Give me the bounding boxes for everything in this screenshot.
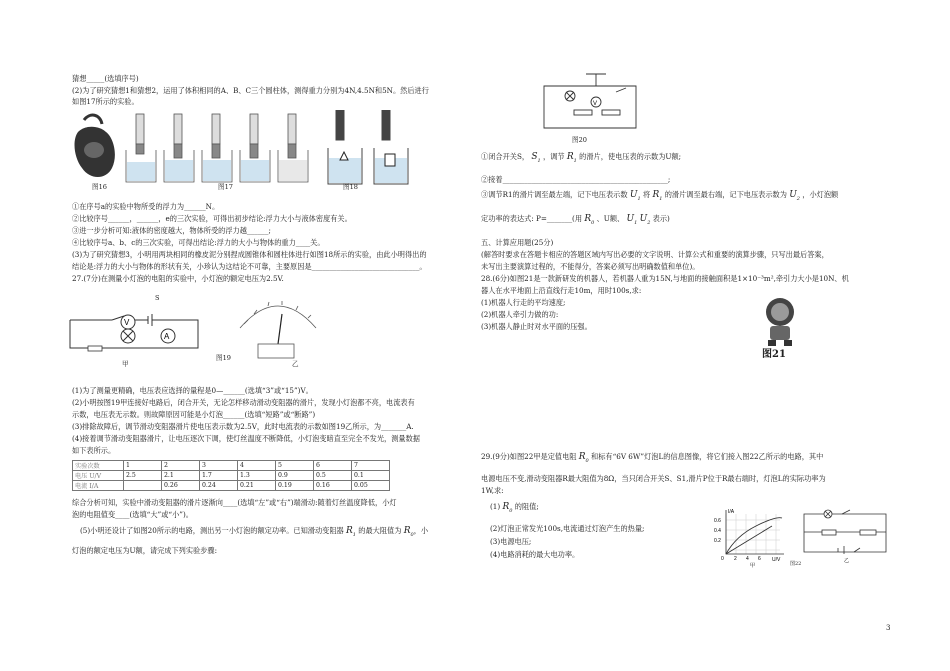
s1-symbol	[531, 152, 540, 162]
r0-letter: R	[502, 502, 510, 512]
table-row	[73, 461, 390, 471]
rheostat-icon	[88, 346, 102, 351]
r1-letter: R	[652, 190, 660, 200]
question-28c: (1)机器人行走的平均速度;	[481, 298, 566, 307]
graph-label-jia: 甲	[750, 564, 756, 568]
s1-letter: S	[531, 152, 538, 162]
step-1-c: 的滑片，使电压表的示数为U额;	[579, 152, 682, 161]
tick-label: 0.4	[714, 528, 721, 534]
r0-sub: 0	[591, 219, 595, 226]
r0-letter: R	[584, 214, 592, 224]
part-5-text-a: (5)小明还设计了如图20所示的电路，测出另一小灯泡的额定功率。已知滑动变阻器	[80, 526, 344, 535]
r0-symbol	[404, 526, 414, 536]
question-5: (3)为了研究猜想3，小明用两块相同的橡皮泥分别捏成圆锥体和圆柱体进行如图18所示的实验，由此小明得出的	[72, 250, 427, 259]
table-cell: 0.16	[314, 481, 352, 491]
tick-label: 4	[746, 556, 749, 562]
step-4-a: 定功率的表达式: P=_______(用	[481, 214, 583, 223]
question-2: ②比较序号______，______，e的三次实验，可得出初步结论:浮力大小与液体密度有关。	[72, 214, 352, 223]
switch-label: S	[155, 294, 160, 302]
question-29e	[490, 502, 539, 516]
step-1-a: ①闭合开关S，	[481, 152, 530, 161]
u1-sub: 1	[637, 195, 641, 202]
figure-20-caption: 图20	[572, 136, 587, 144]
part-3: (3)排除故障后，调节滑动变阻器滑片使电压表示数为2.5V，此时电流表的示数如图19乙所示，为_______A.	[72, 422, 414, 431]
ammeter-dial-yi	[240, 301, 316, 358]
robot-image	[760, 296, 800, 348]
question-28a: 28.(6分)如图21是一款新研发的机器人，若机器人重为15N,与地面的接触面积是1×10⁻³m²,牵引力大小是10N、机	[481, 274, 849, 283]
r1-symbol	[652, 190, 662, 200]
tick-label: 6	[758, 556, 761, 562]
page-number: 3	[886, 624, 891, 632]
question-29-b: 和标有“6V 6W”灯泡L的信息图像，将它们接入图22乙所示的电路，其中	[591, 452, 824, 461]
u1-symbol	[630, 190, 641, 200]
table-cell: 3	[200, 461, 238, 471]
part-5-text-c: ，小	[413, 526, 429, 535]
figure-20	[536, 68, 646, 144]
table-cell: 6	[314, 461, 352, 471]
figure-19-caption: 图19	[216, 354, 231, 362]
table-cell: 2.5	[124, 471, 162, 481]
question-29h: (4)电路消耗的最大电功率。	[490, 550, 580, 559]
table-cell: 0.1	[352, 471, 390, 481]
tick-label: 2	[734, 556, 737, 562]
r1-sub: 1	[659, 195, 663, 202]
part-4b: 如下表所示。	[72, 446, 116, 455]
r1-letter: R	[346, 526, 353, 536]
part-2: (2)小明按图19甲连接好电路后，闭合开关，无论怎样移动滑动变阻器的滑片，发现小灯泡都不亮，电流表有	[72, 398, 415, 407]
u2-symbol	[640, 214, 651, 224]
fig18-beakers	[328, 110, 408, 184]
u2-sub: 2	[796, 195, 800, 202]
step-3	[481, 190, 838, 204]
figure-22-circuit	[798, 504, 894, 564]
table-cell: 1.3	[238, 471, 276, 481]
table-cell: 0.21	[238, 481, 276, 491]
u2-symbol	[789, 190, 800, 200]
table-cell: 2	[162, 461, 200, 471]
question-29-a: 29.(9分)如图22甲是定值电阻	[481, 452, 577, 461]
r1-sub: 1	[573, 157, 577, 164]
step-4-b: 、U额、	[596, 214, 625, 223]
question-29e-a: (1)	[490, 502, 501, 511]
fig17-beakers	[126, 114, 308, 182]
table-row	[73, 471, 390, 481]
r0-letter: R	[403, 526, 411, 536]
tick-label: 0	[721, 556, 724, 562]
r1-sub: 1	[352, 531, 356, 538]
question-29g: (3)电源电压;	[490, 537, 532, 546]
part-5b: 灯泡的额定电压为U额，请完成下列实验步骤:	[72, 546, 218, 555]
section-5-heading: 五、计算应用题(25分)	[481, 238, 554, 247]
figure-16-18	[68, 110, 438, 195]
table-cell: 0.26	[162, 481, 200, 491]
u1-symbol	[627, 214, 638, 224]
question-6: 结论是:浮力的大小与物体的形状有关，小珍认为这结论不可靠，主要原因是______________________________。	[72, 262, 427, 271]
question-27: 27.(7分)在测量小灯泡的电阻的实验中，小灯泡的额定电压为2.5V.	[72, 274, 284, 283]
table-cell: 0.5	[314, 471, 352, 481]
step-1	[481, 152, 681, 166]
question-1: ①在序号a的实验中物所受的浮力为______N。	[72, 202, 220, 211]
step-4-c: 表示)	[652, 214, 670, 223]
section-5-note-1: (解答时要求在答题卡相应的答题区域内写出必要的文字说明、计算公式和重要的演算步骤，只写出最后答案，	[481, 250, 829, 259]
table-cell: 5	[276, 461, 314, 471]
question-29f: (2)灯泡正常发光100s,电流通过灯泡产生的热量;	[490, 524, 645, 533]
step-3-d: ，小灯泡额	[802, 190, 839, 199]
table-cell: 1.7	[200, 471, 238, 481]
text-line: (2)为了研究猜想1和猜想2，运用了体积相同的A、B、C三个圆柱体，测得重力分别为4N,4.5N和5N。然后进行	[72, 86, 429, 95]
step-3-a: ③调节R1的滑片调至最左端，记下电压表示数	[481, 190, 628, 199]
r0-sub: 0	[585, 457, 589, 464]
r0-symbol	[584, 214, 594, 224]
r0-sub: 0	[410, 531, 414, 538]
r0-symbol	[502, 502, 512, 512]
u1-letter: U	[629, 190, 638, 200]
table-cell: 0.24	[200, 481, 238, 491]
question-29c: 电源电压不变,滑动变阻器R最大阻值为8Ω，当只闭合开关S、S1,滑片P位于R最右端时，灯泡L的实际功率为	[481, 474, 826, 483]
question-29d: 1W,求:	[481, 486, 504, 495]
voltmeter-icon: V	[593, 101, 598, 107]
figure-22-caption: 图22	[790, 561, 802, 567]
part-5-text-b: 的最大阻值为	[358, 526, 402, 535]
question-28e: (3)机器人静止时对水平面的压强。	[481, 322, 592, 331]
part-2b: 示数，电压表无示数。则故障原因可能是小灯泡______(选填“短路”或“断路”)	[72, 410, 316, 419]
r1-letter: R	[566, 152, 574, 162]
axis-u-label: U/V	[772, 557, 781, 563]
u1-letter: U	[626, 214, 635, 224]
table-cell: 0.05	[352, 481, 390, 491]
figure-17-caption: 图17	[218, 183, 233, 191]
step-4	[481, 214, 670, 228]
s1-sub: 1	[537, 157, 541, 164]
ammeter-icon: A	[164, 332, 170, 341]
question-29	[481, 452, 823, 466]
r1-symbol	[346, 526, 356, 536]
tick-label: 0.6	[714, 518, 721, 524]
figure-22-graph	[712, 506, 792, 568]
question-28d: (2)机器人牵引力做的功:	[481, 310, 559, 319]
text-line: 如图17所示的实验。	[72, 97, 139, 106]
table-cell: 0.9	[276, 471, 314, 481]
question-28b: 器人在水平地面上沿直线行走10m，用时100s,求:	[481, 286, 642, 295]
figure-21-caption: 图21	[762, 349, 786, 360]
step-1-b: ，调节	[543, 152, 565, 161]
text-line: 猜想_____(选填序号)	[72, 74, 139, 83]
voltmeter-icon: V	[124, 318, 130, 327]
data-table	[72, 460, 390, 491]
question-3: ③进一步分析可知:液体的密度越大，物体所受的浮力越______;	[72, 226, 271, 235]
r1-symbol	[567, 152, 577, 162]
r0-letter: R	[578, 452, 586, 462]
section-5-note-2: 未写出主要演算过程的，不能得分，答案必须写出明确数值和单位)。	[481, 262, 700, 271]
table-cell: 1	[124, 461, 162, 471]
label-yi: 乙	[292, 360, 299, 368]
question-29e-b: 的阻值;	[514, 502, 539, 511]
part-1: (1)为了测量更精确，电压表应选择的量程是0—______(选填“3”或“15”)V。	[72, 386, 313, 395]
r0-symbol	[579, 452, 589, 462]
table-cell: 实验次数	[73, 461, 124, 471]
table-cell: 7	[352, 461, 390, 471]
u1-sub: 1	[634, 219, 638, 226]
u2-letter: U	[789, 190, 797, 200]
tick-label: 0.2	[714, 538, 721, 544]
step-3-c: 的滑片调至最右端，记下电压表示数为	[664, 190, 787, 199]
u2-sub: 2	[647, 219, 651, 226]
table-cell	[124, 481, 162, 491]
circuit-label-yi: 乙	[844, 559, 850, 564]
table-cell: 2.1	[162, 471, 200, 481]
table-row	[73, 481, 390, 491]
table-cell: 0.19	[276, 481, 314, 491]
table-cell: 4	[238, 461, 276, 471]
part-4d: 泡的电阻值变____(选填“大”或“小”)。	[72, 510, 193, 519]
figure-19	[68, 284, 348, 374]
label-jia: 甲	[122, 360, 129, 368]
r0-sub: 0	[509, 507, 513, 514]
step-2: ②接着______________________________________________;	[481, 175, 671, 184]
circuit-diagram-jia	[70, 314, 198, 348]
figure-18-caption: 图18	[343, 183, 358, 191]
table-cell: 电流 I/A	[73, 481, 124, 491]
table-cell: 电压 U/V	[73, 471, 124, 481]
axis-i-label: I/A	[728, 509, 735, 515]
question-4: ④比较序号a、b、c的三次实验，可得出结论:浮力的大小与物体的重力____关。	[72, 238, 325, 247]
u2-letter: U	[639, 214, 648, 224]
step-3-b: 将	[642, 190, 651, 199]
part-4c: 综合分析可知，实验中滑动变阻器的滑片逐渐向____(选填“左”或“右”)端滑动:随着灯丝温度降低，小灯	[72, 498, 397, 507]
part-4: (4)接着调节滑动变阻器滑片，让电压逐次下调，使灯丝温度不断降低，小灯泡变暗直至完全不发光，测量数据	[72, 434, 420, 443]
figure-16-caption: 图16	[92, 183, 107, 191]
fig16-image	[68, 110, 120, 190]
part-5	[80, 526, 428, 540]
